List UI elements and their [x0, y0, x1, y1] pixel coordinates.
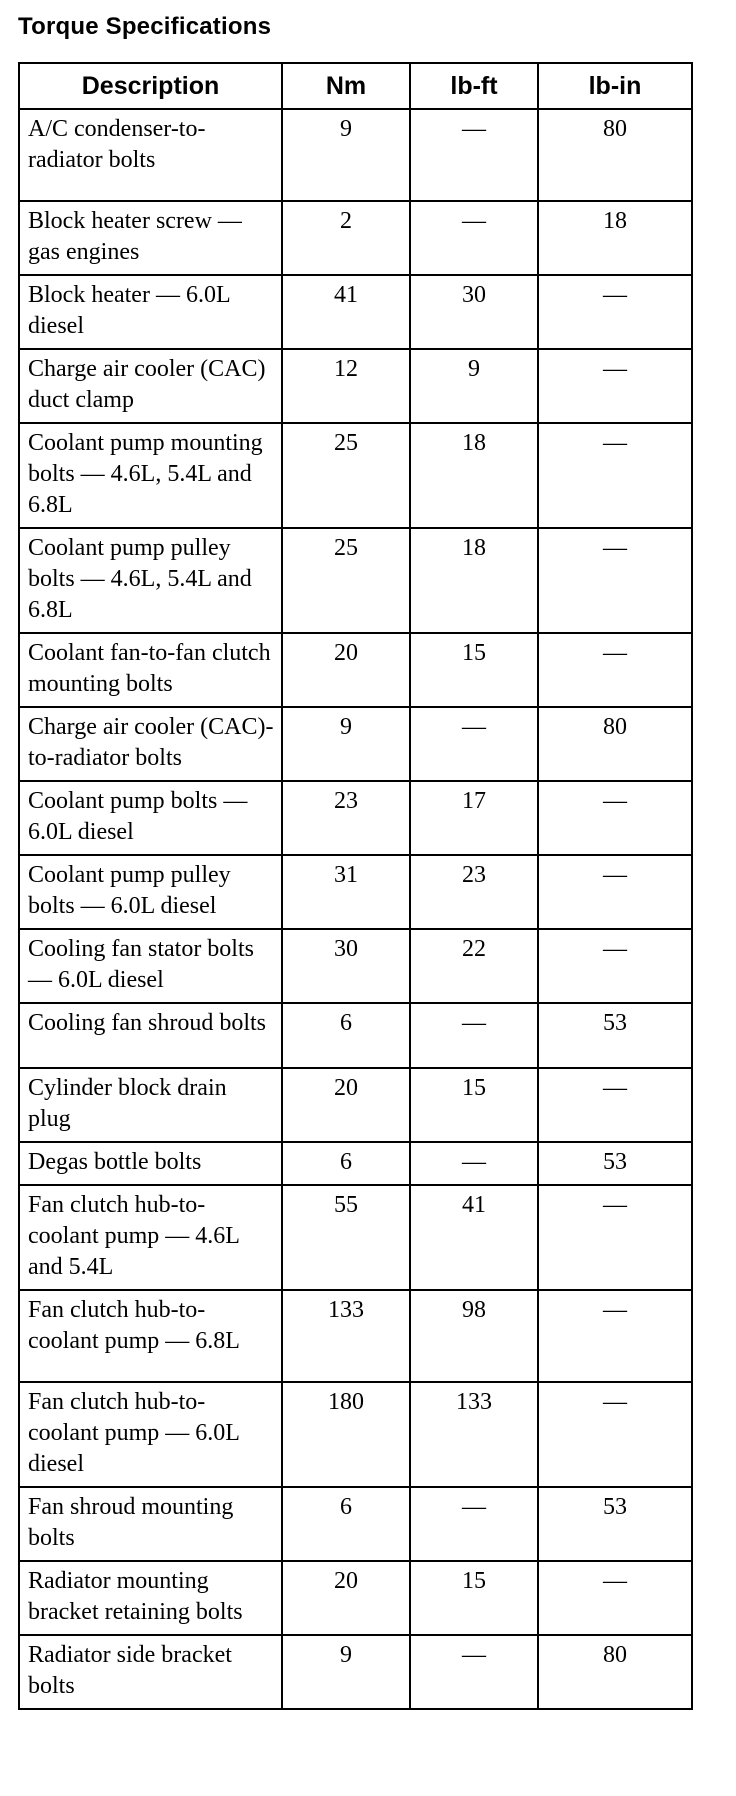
cell-nm: 6 [282, 1487, 410, 1561]
cell-nm: 41 [282, 275, 410, 349]
cell-lb-in: 53 [538, 1003, 692, 1068]
cell-nm: 2 [282, 201, 410, 275]
table-row [19, 707, 692, 781]
cell-nm: 20 [282, 1561, 410, 1635]
cell-lb-ft: 22 [410, 929, 538, 1003]
cell-lb-in: — [538, 855, 692, 929]
table-row [19, 1142, 692, 1185]
page-title: Torque Specifications [18, 13, 272, 40]
table-row [19, 1290, 692, 1382]
cell-lb-ft: 98 [410, 1290, 538, 1382]
cell-lb-in: 18 [538, 201, 692, 275]
table-row [19, 1561, 692, 1635]
cell-nm: 25 [282, 423, 410, 528]
cell-description: Cooling fan shroud bolts [19, 1003, 282, 1068]
cell-lb-ft: — [410, 1003, 538, 1068]
table-header-row [19, 63, 692, 109]
table-row [19, 1382, 692, 1487]
cell-lb-ft: — [410, 201, 538, 275]
cell-description: Fan clutch hub-to-coolant pump — 6.8L [19, 1290, 282, 1382]
cell-description: Degas bottle bolts [19, 1142, 282, 1185]
cell-lb-ft: 18 [410, 528, 538, 633]
cell-nm: 25 [282, 528, 410, 633]
cell-nm: 9 [282, 1635, 410, 1709]
cell-lb-ft: — [410, 707, 538, 781]
cell-lb-in: — [538, 423, 692, 528]
cell-lb-in: — [538, 275, 692, 349]
cell-nm: 6 [282, 1142, 410, 1185]
cell-lb-ft: 15 [410, 1561, 538, 1635]
cell-nm: 23 [282, 781, 410, 855]
cell-description: Coolant pump mounting bolts — 4.6L, 5.4L and 6.8L [19, 423, 282, 528]
cell-description: Coolant pump bolts — 6.0L diesel [19, 781, 282, 855]
cell-nm: 6 [282, 1003, 410, 1068]
cell-nm: 31 [282, 855, 410, 929]
cell-lb-ft: 41 [410, 1185, 538, 1290]
cell-lb-ft: 15 [410, 1068, 538, 1142]
cell-lb-in: — [538, 1068, 692, 1142]
cell-nm: 9 [282, 109, 410, 201]
table-row [19, 528, 692, 633]
cell-lb-in: 53 [538, 1142, 692, 1185]
table-row [19, 855, 692, 929]
cell-lb-ft: 23 [410, 855, 538, 929]
table-row [19, 1487, 692, 1561]
table-row [19, 929, 692, 1003]
column-header-lb-ft: lb-ft [410, 63, 538, 109]
cell-lb-in: — [538, 528, 692, 633]
table-row [19, 201, 692, 275]
table-row [19, 1003, 692, 1068]
cell-description: Radiator side bracket bolts [19, 1635, 282, 1709]
cell-description: A/C condenser-to-radiator bolts [19, 109, 282, 201]
cell-lb-in: — [538, 1185, 692, 1290]
cell-nm: 133 [282, 1290, 410, 1382]
cell-lb-ft: 17 [410, 781, 538, 855]
cell-nm: 180 [282, 1382, 410, 1487]
cell-lb-ft: 9 [410, 349, 538, 423]
cell-description: Cylinder block drain plug [19, 1068, 282, 1142]
cell-lb-in: — [538, 1290, 692, 1382]
cell-lb-in: — [538, 1561, 692, 1635]
cell-lb-ft: 15 [410, 633, 538, 707]
cell-description: Block heater screw — gas engines [19, 201, 282, 275]
cell-description: Coolant pump pulley bolts — 4.6L, 5.4L and 6.8L [19, 528, 282, 633]
cell-lb-ft: — [410, 109, 538, 201]
cell-lb-ft: 30 [410, 275, 538, 349]
torque-spec-table [18, 62, 693, 1710]
table-row [19, 1635, 692, 1709]
cell-nm: 12 [282, 349, 410, 423]
cell-lb-in: — [538, 929, 692, 1003]
cell-lb-in: — [538, 633, 692, 707]
table-row [19, 423, 692, 528]
cell-lb-in: — [538, 781, 692, 855]
table-row [19, 1185, 692, 1290]
cell-lb-in: 53 [538, 1487, 692, 1561]
cell-description: Fan clutch hub-to-coolant pump — 4.6L and 5.4L [19, 1185, 282, 1290]
cell-lb-in: — [538, 1382, 692, 1487]
cell-description: Block heater — 6.0L diesel [19, 275, 282, 349]
cell-lb-in: 80 [538, 1635, 692, 1709]
cell-description: Charge air cooler (CAC) duct clamp [19, 349, 282, 423]
table-row [19, 781, 692, 855]
column-header-lb-in: lb-in [538, 63, 692, 109]
cell-lb-in: 80 [538, 707, 692, 781]
cell-description: Fan shroud mounting bolts [19, 1487, 282, 1561]
cell-description: Fan clutch hub-to-coolant pump — 6.0L diesel [19, 1382, 282, 1487]
cell-lb-ft: 133 [410, 1382, 538, 1487]
cell-description: Radiator mounting bracket retaining bolts [19, 1561, 282, 1635]
column-header-description: Description [19, 63, 282, 109]
cell-lb-in: 80 [538, 109, 692, 201]
cell-lb-ft: 18 [410, 423, 538, 528]
cell-description: Cooling fan stator bolts — 6.0L diesel [19, 929, 282, 1003]
table-row [19, 349, 692, 423]
table-row [19, 1068, 692, 1142]
cell-nm: 20 [282, 633, 410, 707]
cell-description: Coolant pump pulley bolts — 6.0L diesel [19, 855, 282, 929]
cell-lb-ft: — [410, 1487, 538, 1561]
table-row [19, 109, 692, 201]
cell-nm: 55 [282, 1185, 410, 1290]
cell-description: Coolant fan-to-fan clutch mounting bolts [19, 633, 282, 707]
cell-description: Charge air cooler (CAC)-to-radiator bolts [19, 707, 282, 781]
cell-lb-in: — [538, 349, 692, 423]
column-header-nm: Nm [282, 63, 410, 109]
cell-lb-ft: — [410, 1142, 538, 1185]
cell-nm: 30 [282, 929, 410, 1003]
table-row [19, 633, 692, 707]
cell-nm: 9 [282, 707, 410, 781]
cell-lb-ft: — [410, 1635, 538, 1709]
table-row [19, 275, 692, 349]
cell-nm: 20 [282, 1068, 410, 1142]
table-body [19, 109, 692, 1709]
